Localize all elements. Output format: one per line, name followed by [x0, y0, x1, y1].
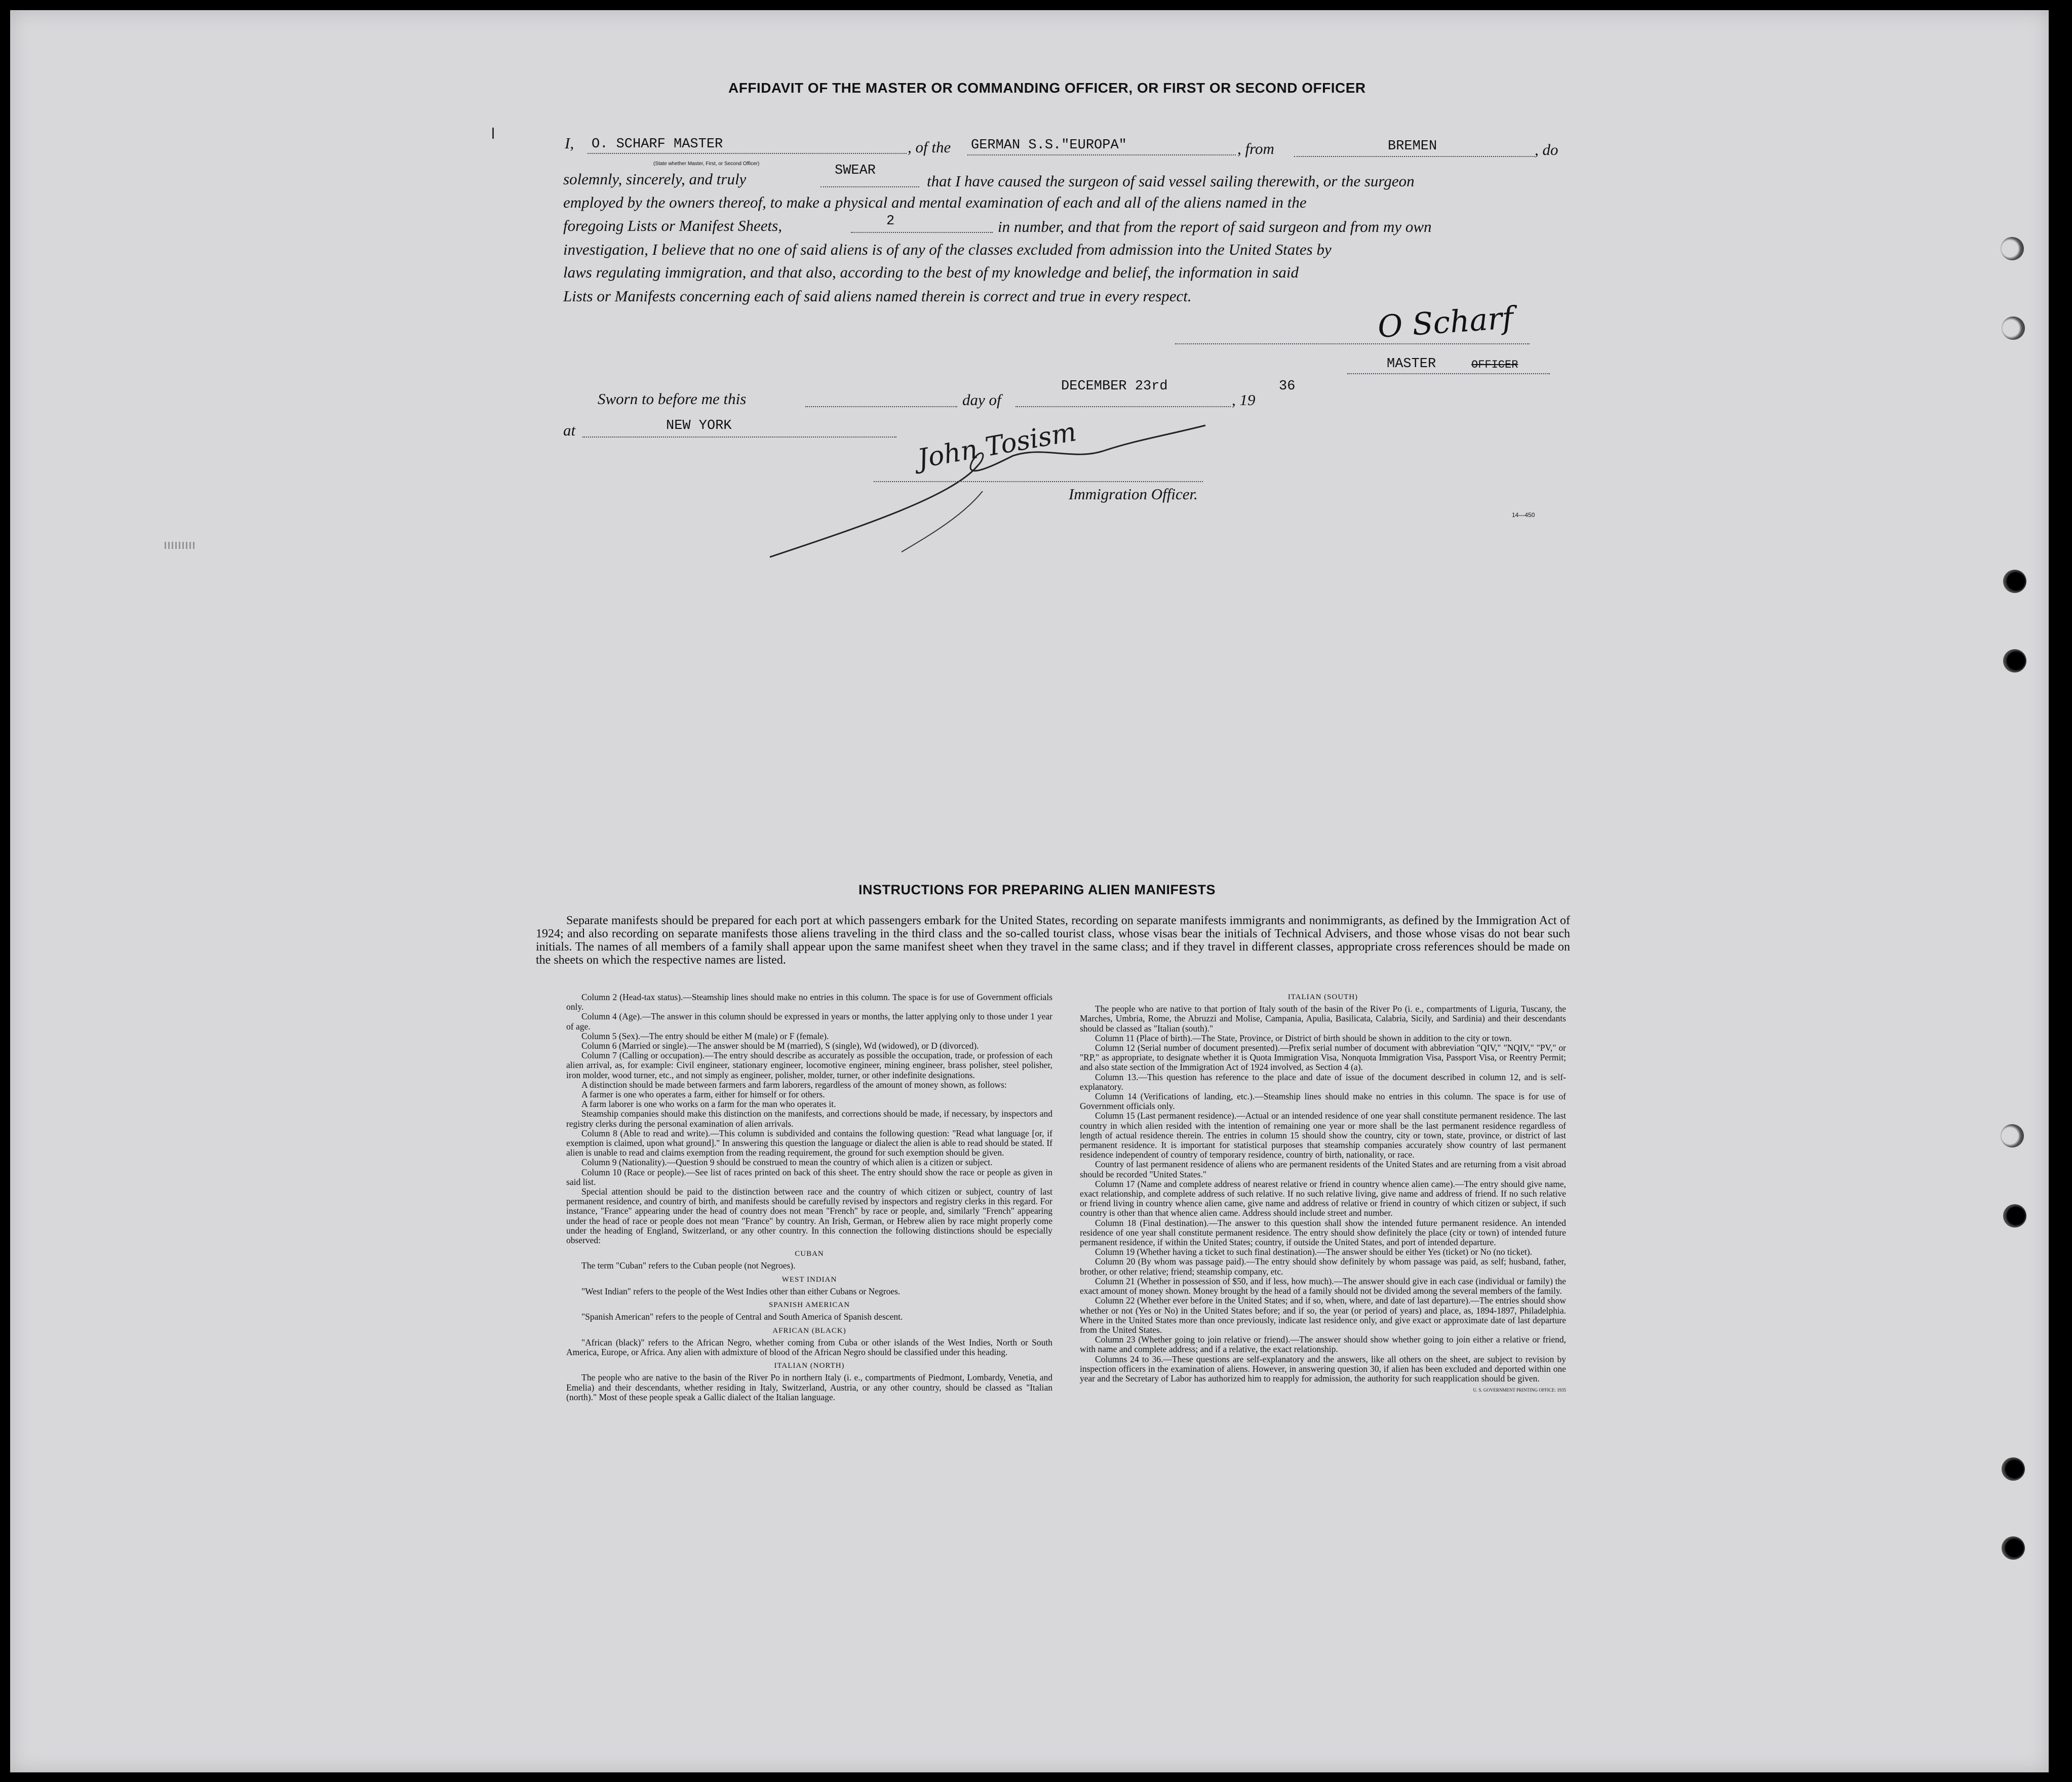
port-name: BREMEN [1388, 139, 1437, 154]
officer-signature: John Tosism [915, 416, 1079, 475]
section-heading: CUBAN [795, 1250, 824, 1258]
left-para: Column 2 (Head-tax status).—Steamship lines should make no entries in this column. The space is for use of Government officials only. [566, 992, 1052, 1012]
left-para: Steamship companies should make this distinction on the manifests, and corrections should be made, if necessary, by inspectors and registry clerks during the personal examination of alien arrivals. [566, 1108, 1052, 1129]
left-para: Column 5 (Sex).—The entry should be either M (male) or F (female). [581, 1031, 829, 1041]
margin-mark [165, 542, 195, 549]
affidavit-title: AFFIDAVIT OF THE MASTER OR COMMANDING OFFICER, OR FIRST OR SECOND OFFICER [728, 80, 1366, 96]
aff-line2-post: that I have caused the surgeon of said vessel sailing therewith, or the surgeon [927, 172, 1415, 190]
aff-line3: employed by the owners thereof, to make a physical and mental examination of each and all of the aliens named in the [563, 193, 1307, 211]
right-para: Column 18 (Final destination).—The answer to this question shall show the intended future permanent residence. An intended residence of one year shall constitute permanent residence. The entry should show definitely the place (city or town) of intended future permanent residence, if within the United States; country, if outside the United States, and port of intended departure. [1080, 1217, 1566, 1248]
left-para: Special attention should be paid to the distinction between race and the country of which citizen or subject, country of last permanent residence, and country of birth, and manifests should be carefully revised by inspectors and registry clerks in this regard. For instance, "France" appearing under the head of country does not mean "French" by race or people, and, similarly "French" appearing under the head of race or people does not mean "France" by country. An Irish, German, or Hebrew alien by race might properly come under the heading of England, Switzerland, or any other country. In this connection the following distinctions should be especially observed: [566, 1186, 1052, 1246]
left-para: Column 7 (Calling or occupation).—The entry should describe as accurately as possible the occupation, trade, or profession of each alien arrival, as, for example: Civil engineer, stationary engineer, locomotive engineer, mining engineer, brass polisher, steel polisher, iron molder, wood turner, etc., and not simply as engineer, polisher, molder, turner, or other indefinite designations. [566, 1050, 1052, 1080]
officer-name: O. SCHARF MASTER [592, 137, 723, 152]
officer-name-rule [588, 153, 907, 154]
right-para: Column 13.—This question has reference to the place and date of issue of the document described in column 12, and is self-explanatory. [1080, 1072, 1566, 1092]
vessel-name: GERMAN S.S."EUROPA" [971, 138, 1127, 153]
right-para: Column 23 (Whether going to join relative or friend).—The answer should show whether going to join either a relative or friend, with name and complete address; and if a relative, the exact relationship. [1080, 1334, 1566, 1355]
right-para: Column 22 (Whether ever before in the United States; and if so, when, where, and date of last departure).—The entries should show whether or not (Yes or No) in the United States before; and if so, the year (or period of years) and place, as, 1894-1897, Philadelphia. Where in the United States more than once previously, indicate last residence only, and give exact or approximate date of last departure from the United States. [1080, 1295, 1566, 1335]
sworn-date-rule [1015, 406, 1231, 407]
signature-rule [1175, 343, 1530, 344]
sworn-day-word: day of [962, 391, 1001, 409]
left-para: Column 8 (Able to read and write).—This column is subdivided and contains the following question: "Read what language [or, if exemption is claimed, upon what ground]." In answering this question the language or dialect the alien is able to read should be stated. If alien is unable to read and claims exemption from the reading requirement, the ground for such exemption should be given. [566, 1128, 1052, 1158]
sworn-year-prefix: , 19 [1232, 391, 1256, 409]
right-para: Column 20 (By whom was passage paid).—The entry should show definitely by whom passage was paid, as self; husband, father, brother, or other relative; friend; steamship company, etc. [1080, 1256, 1566, 1277]
right-para: Column 17 (Name and complete address of nearest relative or friend in country whence alien came).—The entry should give name, exact relationship, and complete address of such relative. If no such relative living, give name and address of friend. If no such relative or friend living in country whence alien came, give name and address of relative or friend in country of which citizen or subject, if such country is other than that whence alien came. Address should include street and number. [1080, 1178, 1566, 1218]
punch-hole [2001, 1124, 2024, 1147]
right-para: Columns 24 to 36.—These questions are self-explanatory and the answers, like all others on the sheet, are subject to revision by inspection officers in the examination of aliens. However, in answering question 30, if alien has been excluded and deported within one year and the Secretary of Labor has authorized him to reapply for admission, the authority for such reapplication should be given. [1080, 1354, 1566, 1383]
aff-line6: laws regulating immigration, and that also, according to the best of my knowledge and belief, the information in said [563, 263, 1299, 281]
signer-title: MASTER [1387, 357, 1436, 372]
section-text: "Spanish American" refers to the people of Central and South America of Spanish descent. [581, 1312, 903, 1322]
manifest-sheet [10, 10, 2049, 1772]
printer-note: U. S. GOVERNMENT PRINTING OFFICE: 1935 [1473, 1388, 1566, 1393]
vessel-rule [967, 154, 1236, 155]
aff-line4-pre: foregoing Lists or Manifest Sheets, [563, 217, 782, 234]
left-para: Column 10 (Race or people).—See list of races printed on back of this sheet. The entry should show the race or people as given in said list. [566, 1167, 1052, 1187]
punch-hole [2002, 1536, 2025, 1560]
instructions-title: INSTRUCTIONS FOR PREPARING ALIEN MANIFESTS [858, 882, 1216, 897]
title-rule [1347, 373, 1550, 374]
sheet-count: 2 [886, 214, 895, 229]
sheet-count-rule [851, 232, 993, 233]
left-para: A farmer is one who operates a farm, either for himself or for others. [581, 1089, 825, 1100]
oath-word: SWEAR [835, 163, 876, 178]
section-text: "West Indian" refers to the people of the West Indies other than either Cubans or Negroes. [581, 1286, 901, 1296]
section-heading: ITALIAN (SOUTH) [1287, 993, 1358, 1001]
punch-hole [2002, 1457, 2025, 1481]
punch-hole [2002, 316, 2025, 340]
signer-struck: OFFICER [1471, 359, 1518, 371]
section-text: "African (black)" refers to the African Negro, whether coming from Cuba or other islands of the West Indies, North or South America, Europe, or Africa. Any alien with admixture of blood of the African Negro should be classified under this heading. [566, 1337, 1052, 1357]
master-signature: O Scharf [1376, 300, 1515, 345]
aff-line1-pre: I, [565, 134, 574, 152]
section-heading: SPANISH AMERICAN [768, 1301, 850, 1310]
aff-line1-from: , from [1237, 140, 1274, 157]
left-para: Column 6 (Married or single).—The answer should be M (married), S (single), Wd (widowed), or D (divorced). [581, 1041, 979, 1051]
right-para: Column 11 (Place of birth).—The State, Province, or District of birth should be shown in addition to the city or town. [1095, 1033, 1512, 1043]
officer-rule [874, 481, 1203, 482]
right-para: Column 14 (Verifications of landing, etc.).—Steamship lines should make no entries in this column. The space is for use of Government officials only. [1080, 1091, 1566, 1112]
aff-line4-post: in number, and that from the report of said surgeon and from my own [998, 218, 1432, 235]
margin-tick [492, 128, 494, 139]
instructions-intro: Separate manifests should be prepared for each port at which passengers embark for the United States, recording on separate manifests immigrants and nonimmigrants, as defined by the Immigration Act of 1924; and also recording on separate manifests those aliens traveling in the third class and the so-called tourist class, whose visas bear the initials of Technical Advisers, and those whose visas do not bear such initials. The names of all members of a family shall appear upon the same manifest sheet when they travel in the same class; and if they travel in different classes, appropriate cross references should be made on the sheets on which the respective names are listed. [536, 914, 1570, 967]
punch-hole [2001, 237, 2024, 260]
aff-line2-pre: solemnly, sincerely, and truly [563, 170, 747, 188]
aff-line1-end: , do [1535, 141, 1558, 159]
punch-hole [2003, 1204, 2026, 1227]
aff-line5: investigation, I believe that no one of said aliens is of any of the classes excluded from admission into the United States by [563, 241, 1332, 258]
right-para: Column 15 (Last permanent residence).—Actual or an intended residence of one year shall constitute permanent residence. The last country in which alien resided with the intention of remaining one year or more shall be the last permanent residence regardless of length of actual residence therein. The entries in column 15 should show the country, city or town, state, province, or district of last permanent residence. It is important for statistical purposes that steamship companies accurately show country of last permanent residence independent of country of temporary residence, country of birth, nationality, or race. [1080, 1111, 1566, 1160]
punch-hole [2003, 570, 2026, 593]
right-para: Country of last permanent residence of aliens who are permanent residents of the United States and are returning from a visit abroad should be recorded "United States." [1080, 1159, 1566, 1179]
right-para: The people who are native to that portion of Italy south of the basin of the River Po (i. e., compartments of Liguria, Tuscany, the Marches, Umbria, Rome, the Abruzzi and Molise, Campania, Apulia, Basilicata, Calabria, Sicily, and Sardinia) and their descendants should be classed as "Italian (south)." [1080, 1004, 1566, 1034]
section-heading: AFRICAN (BLACK) [772, 1326, 846, 1335]
left-para: Column 9 (Nationality).—Question 9 should be construed to mean the country of which alien is a citizen or subject. [581, 1157, 993, 1168]
punch-hole [2003, 649, 2026, 672]
form-number: 14—450 [1512, 511, 1535, 519]
left-para: A farm laborer is one who works on a farm for the man who operates it. [581, 1099, 836, 1110]
sworn-pre: Sworn to before me this [598, 390, 747, 408]
officer-label: Immigration Officer. [1069, 485, 1198, 503]
aff-line7: Lists or Manifests concerning each of said aliens named therein is correct and true in every respect. [563, 287, 1192, 305]
at-label: at [563, 421, 576, 439]
left-para: Column 4 (Age).—The answer in this column should be expressed in years or months, the latter applying only to those under 1 year of age. [566, 1011, 1052, 1032]
port-rule [1294, 156, 1535, 157]
section-text: The people who are native to the basin of the River Po in northern Italy (i. e., compartments of Piedmont, Lombardy, Venetia, and Emelia) and their descendants, whether residing in Italy, Switzerland, Austria, or any other country, should be classed as "Italian (north)." Most of these people speak a Gallic dialect of the Italian language. [566, 1372, 1052, 1402]
instructions-right-column [1080, 993, 1566, 1395]
aff-line1-of: , of the [908, 138, 951, 156]
section-text: The term "Cuban" refers to the Cuban people (not Negroes). [581, 1260, 796, 1271]
sworn-day-rule [805, 406, 957, 407]
at-place: NEW YORK [666, 418, 732, 433]
state-note: (State whether Master, First, or Second Officer) [653, 161, 760, 167]
sworn-date: DECEMBER 23rd [1061, 379, 1168, 394]
instructions-left-column [566, 993, 1052, 1402]
sworn-year: 36 [1279, 379, 1296, 394]
right-para: Column 12 (Serial number of document presented).—Prefix serial number of document with abbreviation "QIV," "NQIV," "PV," or "RP," as appropriate, to designate whether it is Quota Immigration Visa, Nonquota Immigration Visa, Passport Visa, or Reentry Permit; and also state section of the Immigration Act of 1924 involved, as Section 4 (a). [1080, 1043, 1566, 1073]
right-para: Column 21 (Whether in possession of $50, and if less, how much).—The answer should give in each case (individual or family) the exact amount of money shown. Money brought by the head of a family should not be divided among the several members of the family. [1080, 1276, 1566, 1296]
left-para: A distinction should be made between farmers and farm laborers, regardless of the amount of money shown, as follows: [581, 1079, 1007, 1090]
right-para: Column 19 (Whether having a ticket to such final destination).—The answer should be either Yes (ticket) or No (no ticket). [1095, 1247, 1533, 1257]
section-heading: ITALIAN (NORTH) [774, 1362, 845, 1370]
section-heading: WEST INDIAN [781, 1275, 837, 1284]
oath-rule [820, 186, 919, 187]
